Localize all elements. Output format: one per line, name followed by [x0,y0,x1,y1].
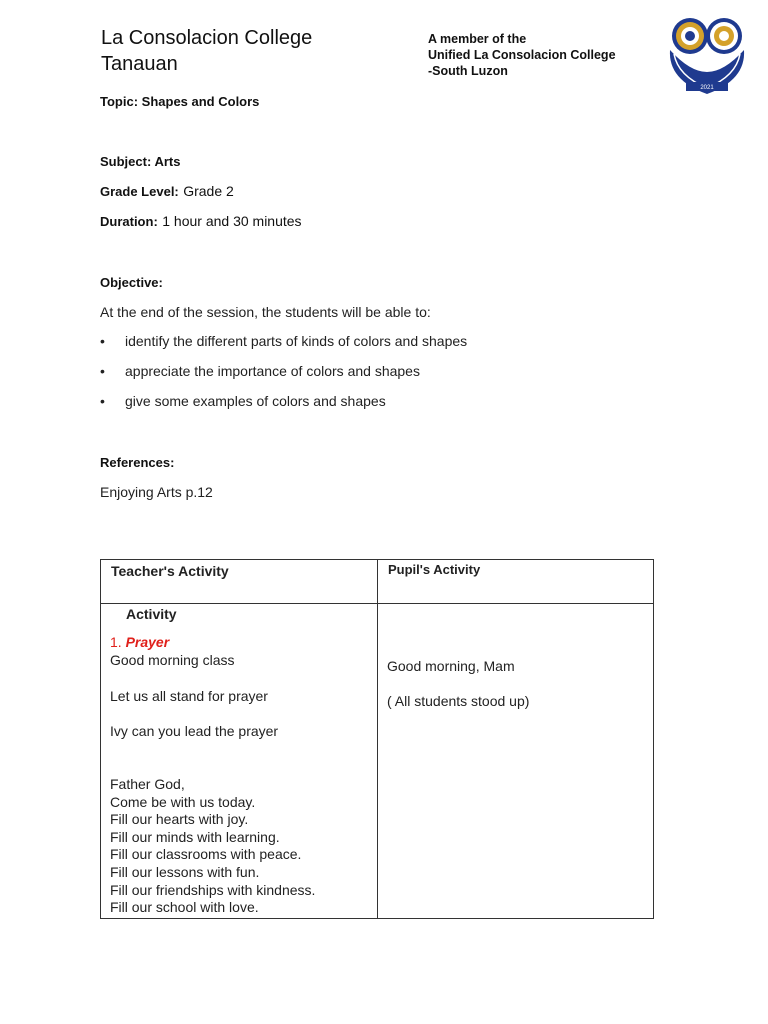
section-title: Activity [126,606,177,622]
pupil-header: Pupil's Activity [388,562,481,577]
pupil-line: ( All students stood up) [387,693,530,709]
objective-intro: At the end of the session, the students will be able to: [100,304,431,320]
prayer-line: Come be with us today. [110,793,256,810]
subject-line [100,154,180,169]
bullet-icon: • [100,333,105,349]
teacher-line: Good morning class [110,652,235,668]
prayer-line: Fill our lessons with fun. [110,863,260,880]
logo-year: 2021 [700,85,714,91]
prayer-line: Fill our minds with learning. [110,828,280,845]
prayer-line: Father God, [110,776,185,792]
teacher-cell [101,604,378,919]
duration-label: Duration: [100,214,158,229]
teacher-line: Ivy can you lead the prayer [110,723,279,739]
member-line2: Unified La Consolacion College [428,48,616,62]
objective-item-text: give some examples of colors and shapes [125,393,386,409]
activity-table [100,559,654,919]
table-row [101,604,654,919]
subject-label: Subject: [100,154,152,169]
objective-item [100,333,467,349]
references-label: References: [100,455,175,470]
pupil-header-cell [378,560,654,604]
objective-item [100,363,420,379]
objective-item [100,393,386,409]
table-header-row [101,560,654,604]
prayer-line: Fill our friendships with kindness. [110,881,316,898]
topic-value: Shapes and Colors [141,94,260,109]
subject-value: Arts [154,154,181,169]
step-title [110,633,368,651]
prayer-line: Fill our hearts with joy. [110,811,249,828]
prayer-line: Fill our classrooms with peace. [110,846,302,863]
references-value: Enjoying Arts p.12 [100,484,213,500]
grade-value: Grade 2 [183,183,234,199]
objective-item-text: identify the different parts of kinds of colors and shapes [125,333,468,349]
pupil-cell [378,604,654,919]
pupil-line: Good morning, Mam [387,658,515,674]
prayer-line: Fill our school with love. [110,899,259,916]
member-line3: -South Luzon [428,64,508,78]
objective-label: Objective: [100,275,163,290]
school-name [101,25,312,77]
duration-line [100,213,302,231]
duration-value: 1 hour and 30 minutes [162,213,302,229]
topic-label: Topic: [100,94,139,109]
bullet-icon: • [100,393,105,409]
step-name: Prayer [125,634,170,650]
grade-label: Grade Level: [100,184,179,199]
topic-line [100,94,259,109]
objective-item-text: appreciate the importance of colors and shapes [125,363,420,379]
member-line1: A member of the [428,32,527,46]
grade-line [100,183,234,201]
school-name-line2: Tanauan [101,53,178,75]
school-logo-icon [664,10,750,96]
member-note [428,31,616,79]
prayer-text [110,776,368,917]
teacher-header: Teacher's Activity [111,563,229,579]
step-number: 1. [110,634,122,650]
teacher-line: Let us all stand for prayer [110,688,268,704]
school-name-line1: La Consolacion College [101,27,313,49]
teacher-header-cell [101,560,378,604]
bullet-icon: • [100,363,105,379]
